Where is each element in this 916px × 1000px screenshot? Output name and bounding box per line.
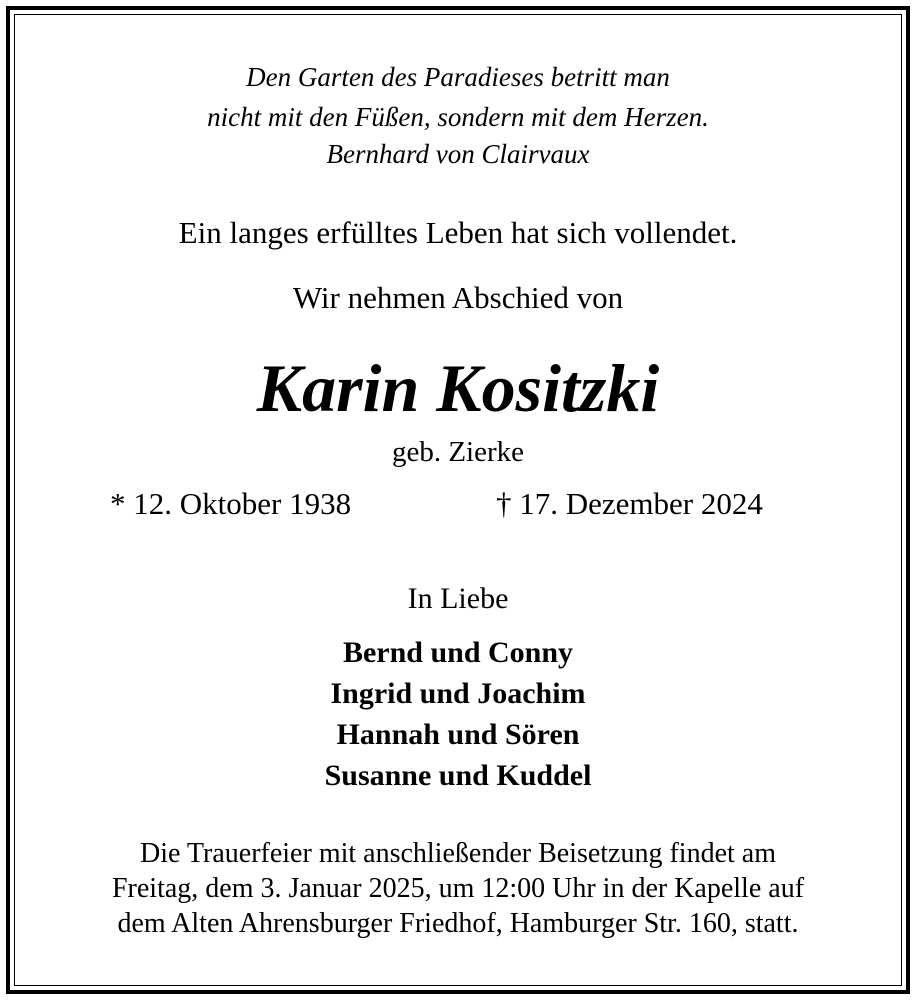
mourner-line: Bernd und Conny bbox=[342, 636, 574, 669]
mourners-intro: In Liebe bbox=[407, 582, 509, 615]
birth-date: * 12. Oktober 1938 bbox=[110, 486, 352, 521]
mourner-line: Hannah und Sören bbox=[336, 718, 580, 751]
quote-author: Bernhard von Clairvaux bbox=[326, 139, 590, 169]
quote-line-1: Den Garten des Paradieses betritt man bbox=[246, 62, 670, 92]
service-info-line-1: Die Trauerfeier mit anschließender Beisetzung findet am bbox=[139, 838, 776, 869]
mourner-line: Ingrid und Joachim bbox=[330, 677, 586, 710]
deceased-name: Karin Kositzki bbox=[256, 350, 660, 426]
intro-line-2: Wir nehmen Abschied von bbox=[292, 280, 624, 315]
obituary-notice bbox=[14, 14, 902, 986]
maiden-name: geb. Zierke bbox=[391, 436, 525, 468]
service-info-line-2: Freitag, dem 3. Januar 2025, um 12:00 Uhr in der Kapelle auf bbox=[111, 873, 805, 904]
quote-line-2: nicht mit den Füßen, sondern mit dem Herzen. bbox=[207, 102, 709, 132]
service-info-line-3: dem Alten Ahrensburger Friedhof, Hamburger Str. 160, statt. bbox=[117, 908, 799, 939]
mourner-line: Susanne und Kuddel bbox=[324, 759, 592, 792]
intro-line-1: Ein langes erfülltes Leben hat sich vollendet. bbox=[178, 215, 738, 250]
death-date: † 17. Dezember 2024 bbox=[496, 486, 763, 521]
